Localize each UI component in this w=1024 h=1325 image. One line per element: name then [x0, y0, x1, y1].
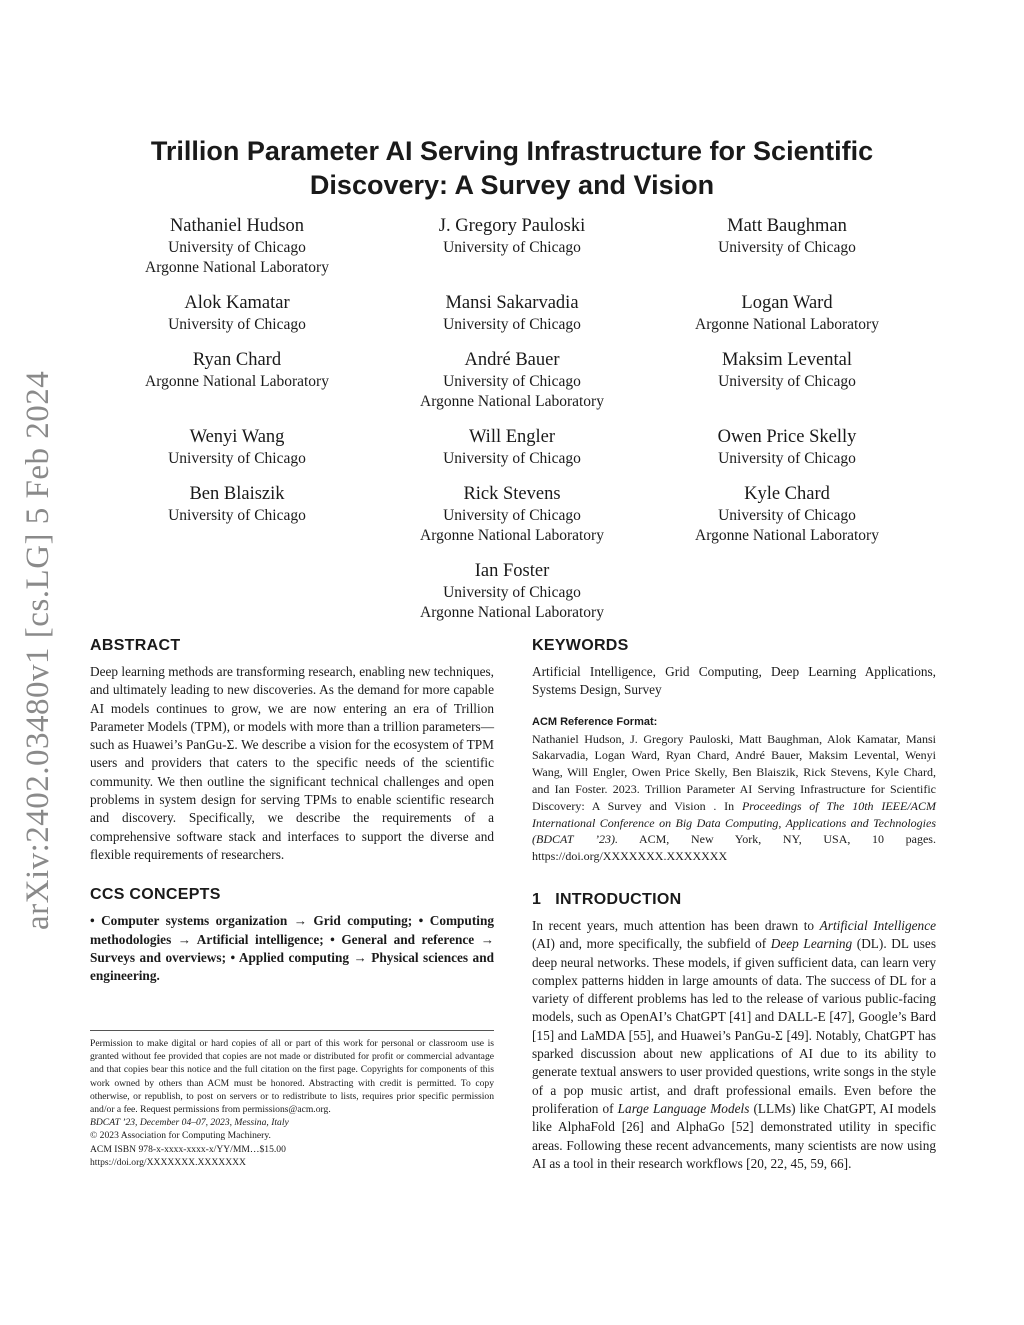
acm-reference-heading: ACM Reference Format: [532, 715, 658, 728]
author [375, 559, 649, 623]
intro-text: (LLMs) like ChatGPT, AI models like AlphaFold [26] and AlphaGo [52] demonstrated utility in specific areas. Following these recent advancements, many scientists are now using AI as a tool in their research workflows [20, 22, 45, 59, 66]. [532, 1100, 936, 1171]
intro-term: Large Language Models [617, 1100, 750, 1116]
intro-text: (AI) and, more specifically, the subfield of [532, 936, 767, 952]
author [100, 348, 374, 412]
author-name: Maksim Levental [722, 350, 852, 370]
author-name: Will Engler [468, 427, 556, 447]
reference-title: Trillion Parameter AI Serving Infrastructure for Scientific Discovery: A Survey and Vision . In [532, 781, 936, 813]
doi-line: https://doi.org/XXXXXXX.XXXXXXX [90, 1156, 246, 1168]
section-title: INTRODUCTION [555, 890, 682, 908]
author-name: Wenyi Wang [189, 427, 285, 447]
author-affiliation: University of Chicago [443, 316, 581, 333]
author-affiliation: University of Chicago [718, 239, 856, 256]
author [375, 482, 649, 546]
author [375, 291, 649, 335]
ccs-concepts: • Computer systems organization → Grid computing; • Computing methodologies → Artificial intelligence; • General and reference → Surveys and overviews; • Applied computing → Physical sciences and engineering. [90, 913, 494, 984]
author-row [100, 214, 924, 278]
author [375, 348, 649, 412]
reference-authors: Nathaniel Hudson, J. Gregory Pauloski, Matt Baughman, Alok Kamatar, Mansi Sakarvadia, Logan Ward, Ryan Chard, André Bauer, Maksim Levental, Wenyi Wang, Will Engler, Owen Price Skelly, Ben Blaiszik, Rick Stevens, Kyle Chard, and Ian Foster. 2023. [532, 731, 936, 796]
abstract-heading: ABSTRACT [90, 637, 181, 654]
author-affiliation: Argonne National Laboratory [695, 527, 879, 544]
author-row [100, 425, 924, 469]
author-affiliation: Argonne National Laboratory [145, 259, 329, 276]
author-name: Logan Ward [741, 293, 833, 313]
author-affiliation: University of Chicago [718, 507, 856, 524]
author-name: Rick Stevens [463, 484, 561, 504]
author-block [100, 214, 924, 636]
author-name: Ian Foster [474, 561, 550, 581]
author [100, 425, 374, 469]
arxiv-identifier-stamp: arXiv:2402.03480v1 [cs.LG] 5 Feb 2024 [20, 370, 56, 930]
author-row [100, 559, 924, 623]
author-affiliation: University of Chicago [443, 450, 581, 467]
author-name: Ben Blaiszik [189, 484, 285, 504]
author-affiliation: Argonne National Laboratory [695, 316, 879, 333]
author-affiliation: University of Chicago [443, 239, 581, 256]
author-affiliation: University of Chicago [168, 507, 306, 524]
author [375, 214, 649, 278]
reference-venue: Proceedings of The 10th IEEE/ACM International Conference on Big Data Computing, Applications and Technologies (BDCAT ’23). [532, 798, 936, 847]
author [100, 214, 374, 278]
reference-publisher: ACM, New York, NY, USA, 10 pages. [638, 832, 936, 847]
introduction-heading [532, 891, 936, 909]
author [650, 425, 924, 469]
author-row [100, 482, 924, 546]
author-affiliation: Argonne National Laboratory [145, 373, 329, 390]
intro-term: Artificial Intelligence [819, 917, 936, 933]
author-affiliation: University of Chicago [168, 239, 306, 256]
author [100, 482, 374, 546]
intro-term: Deep Learning [770, 936, 853, 952]
author [650, 291, 924, 335]
author-name: Ryan Chard [192, 350, 282, 370]
author-name: André Bauer [464, 350, 560, 370]
author-affiliation: Argonne National Laboratory [420, 527, 604, 544]
introduction-paragraph [532, 917, 936, 1173]
keywords-heading: KEYWORDS [532, 637, 629, 654]
author-name: Mansi Sakarvadia [445, 293, 579, 313]
author [650, 348, 924, 412]
author-row [100, 348, 924, 412]
author-affiliation: University of Chicago [168, 450, 306, 467]
author-affiliation: Argonne National Laboratory [420, 604, 604, 621]
author [650, 214, 924, 278]
left-column [90, 637, 494, 985]
author-affiliation: University of Chicago [718, 450, 856, 467]
author-name: J. Gregory Pauloski [438, 216, 586, 236]
intro-text: (DL). DL uses deep neural networks. These models, if given sufficient data, can learn very complex patterns hidden in large amounts of data. The success of DL for a variety of different problems has led to the release of various public-facing models, such as OpenAI’s ChatGPT [41] and DALL-E [47], Google’s Bard [15] and LaMDA [55], and Huawei’s PanGu-Σ [49]. Notably, ChatGPT has sparked discussion about new applications of AI due to its ability to generate textual answers to user provided questions, write songs in the style of a pop music artist, and draft professional emails. Even before the proliferation of [532, 936, 936, 1116]
permission-text: Permission to make digital or hard copies of all or part of this work for personal or classroom use is granted without fee provided that copies are not made or distributed for profit or commercial advantage and that copies bear this notice and the full citation on the first page. Copyrights for components of this work owned by others than ACM must be honored. Abstracting with credit is permitted. To copy otherwise, or republish, to post on servers or to redistribute to lists, requires prior specific permission and/or a fee. Request permissions from permissions@acm.org. [90, 1038, 494, 1116]
author [100, 291, 374, 335]
author-name: Nathaniel Hudson [169, 216, 305, 236]
author-affiliation: University of Chicago [718, 373, 856, 390]
paper-title: Trillion Parameter AI Serving Infrastructure for Scientific Discovery: A Survey and Vision [150, 136, 874, 200]
section-number: 1 [532, 890, 542, 908]
copyright-notice [90, 1030, 494, 1169]
acm-reference-format [532, 731, 936, 865]
author-name: Kyle Chard [744, 484, 830, 504]
conference-line: BDCAT ’23, December 04–07, 2023, Messina, Italy [90, 1117, 289, 1129]
author-affiliation: University of Chicago [443, 584, 581, 601]
author [650, 482, 924, 546]
abstract-text: Deep learning methods are transforming research, enabling new techniques, and ultimately leading to new discoveries. As the demand for more capable AI models continues to grow, we are now entering an era of Trillion Parameter Models (TPM), or models with more than a trillion parameters—such as Huawei’s PanGu-Σ. We describe a vision for the ecosystem of TPM users and providers that caters to the specific needs of the scientific community. We then outline the significant technical challenges and open problems in system design for serving TPMs to enable scientific research and discovery. Specifically, we describe the requirements of a comprehensive software stack and interfaces to support the diverse and flexible requirements of researchers. [90, 664, 494, 862]
author-name: Owen Price Skelly [717, 427, 857, 447]
author-name: Matt Baughman [727, 216, 847, 236]
author-affiliation: Argonne National Laboratory [420, 393, 604, 410]
author-affiliation: University of Chicago [168, 316, 306, 333]
author-row [100, 291, 924, 335]
reference-doi: https://doi.org/XXXXXXX.XXXXXXX [532, 849, 728, 864]
author-name: Alok Kamatar [184, 293, 290, 313]
ccs-heading: CCS CONCEPTS [90, 886, 221, 904]
copyright-line: © 2023 Association for Computing Machinery. [90, 1130, 271, 1142]
author [375, 425, 649, 469]
isbn-line: ACM ISBN 978-x-xxxx-xxxx-x/YY/MM…$15.00 [90, 1143, 286, 1155]
author-affiliation: University of Chicago [443, 507, 581, 524]
keywords-text: Artificial Intelligence, Grid Computing, Deep Learning Applications, Systems Design, Survey [532, 664, 936, 698]
right-column [532, 637, 936, 1173]
intro-text: In recent years, much attention has been drawn to [532, 917, 815, 933]
author-affiliation: University of Chicago [443, 373, 581, 390]
